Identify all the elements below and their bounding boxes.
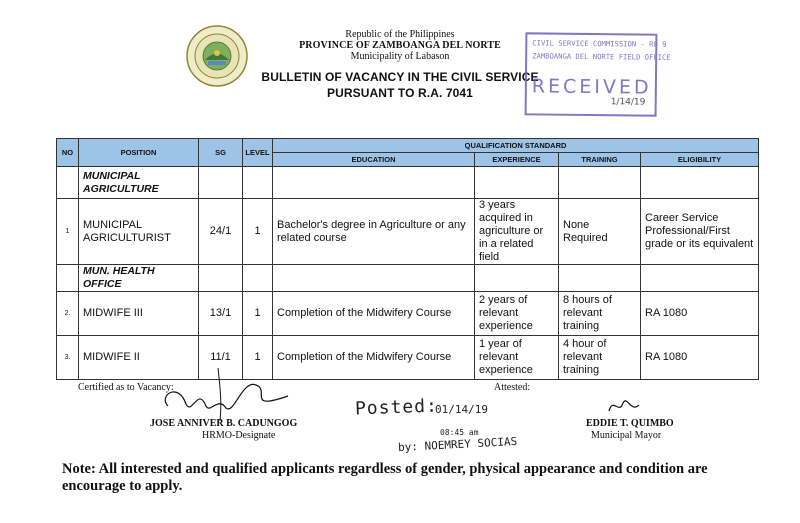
- header-sg: SG: [199, 139, 243, 167]
- row-training: 4 hour of relevant training: [559, 336, 641, 380]
- header-qualification-standard: QUALIFICATION STANDARD: [273, 139, 759, 153]
- row-sg: 11/1: [199, 336, 243, 380]
- stamp-received: RECEIVED: [531, 75, 652, 99]
- posted-date: 01/14/19: [435, 403, 488, 416]
- header-no: NO: [57, 139, 79, 167]
- received-stamp: [525, 32, 671, 116]
- section-row: [57, 265, 759, 292]
- section-title: MUN. HEALTH OFFICE: [79, 265, 199, 292]
- row-level: 1: [243, 292, 273, 336]
- stamp-office: CIVIL SERVICE COMMISSION - RO 9: [532, 38, 667, 49]
- row-no: 2.: [57, 292, 79, 336]
- row-no: 3.: [57, 336, 79, 380]
- signature-1: [148, 366, 298, 426]
- stamp-field-office: ZAMBOANGA DEL NORTE FIELD OFFICE: [532, 51, 671, 62]
- header-province: PROVINCE OF ZAMBOANGA DEL NORTE: [299, 40, 501, 51]
- row-education: Completion of the Midwifery Course: [273, 292, 475, 336]
- header-experience: EXPERIENCE: [475, 153, 559, 167]
- row-experience: 2 years of relevant experience: [475, 292, 559, 336]
- row-position: MUNICIPAL AGRICULTURIST: [79, 199, 199, 265]
- signatory-2-name: EDDIE T. QUIMBO: [586, 418, 674, 429]
- row-position: MIDWIFE II: [79, 336, 199, 380]
- header-position: POSITION: [79, 139, 199, 167]
- signatory-2-role: Municipal Mayor: [591, 430, 662, 441]
- posted-by: by: NOEMREY SOCIAS: [397, 434, 518, 455]
- posted-label: Posted:: [354, 395, 439, 420]
- header-eligibility: ELIGIBILITY: [641, 153, 759, 167]
- vacancy-table: [56, 138, 759, 380]
- section-title: MUNICIPAL AGRICULTURE: [79, 167, 199, 199]
- row-sg: 13/1: [199, 292, 243, 336]
- table-row: [57, 292, 759, 336]
- document-title: BULLETIN OF VACANCY IN THE CIVIL SERVICE: [261, 70, 539, 84]
- row-level: 1: [243, 336, 273, 380]
- signatory-1-name: JOSE ANNIVER B. CADUNGOG: [150, 418, 298, 429]
- header-country: Republic of the Philippines: [345, 29, 455, 40]
- row-eligibility: RA 1080: [641, 336, 759, 380]
- row-sg: 24/1: [199, 199, 243, 265]
- row-education: Bachelor's degree in Agriculture or any related course: [273, 199, 475, 265]
- attested-label: Attested:: [494, 382, 531, 393]
- table-row: [57, 199, 759, 265]
- header-municipality: Municipality of Labason: [350, 51, 450, 62]
- header-education: EDUCATION: [273, 153, 475, 167]
- row-no: 1: [57, 199, 79, 265]
- header-level: LEVEL: [243, 139, 273, 167]
- row-eligibility: RA 1080: [641, 292, 759, 336]
- posted-time: 08:45 am: [440, 428, 479, 437]
- row-experience: 1 year of relevant experience: [475, 336, 559, 380]
- row-level: 1: [243, 199, 273, 265]
- row-education: Completion of the Midwifery Course: [273, 336, 475, 380]
- stamp-date: 1/14/19: [610, 97, 646, 108]
- applicant-note: Note: All interested and qualified applicants regardless of gender, physical appearance and condition are encourage to apply.: [62, 461, 708, 494]
- signatory-1-role: HRMO-Designate: [202, 430, 276, 441]
- certified-label: Certified as to Vacancy:: [78, 382, 174, 393]
- row-training: 8 hours of relevant training: [559, 292, 641, 336]
- row-experience: 3 years acquired in agriculture or in a related field: [475, 199, 559, 265]
- row-position: MIDWIFE III: [79, 292, 199, 336]
- section-row: [57, 167, 759, 199]
- row-training: None Required: [559, 199, 641, 265]
- row-eligibility: Career Service Professional/First grade or its equivalent: [641, 199, 759, 265]
- signature-2: [605, 393, 645, 419]
- header-training: TRAINING: [559, 153, 641, 167]
- document-subtitle: PURSUANT TO R.A. 7041: [327, 86, 473, 100]
